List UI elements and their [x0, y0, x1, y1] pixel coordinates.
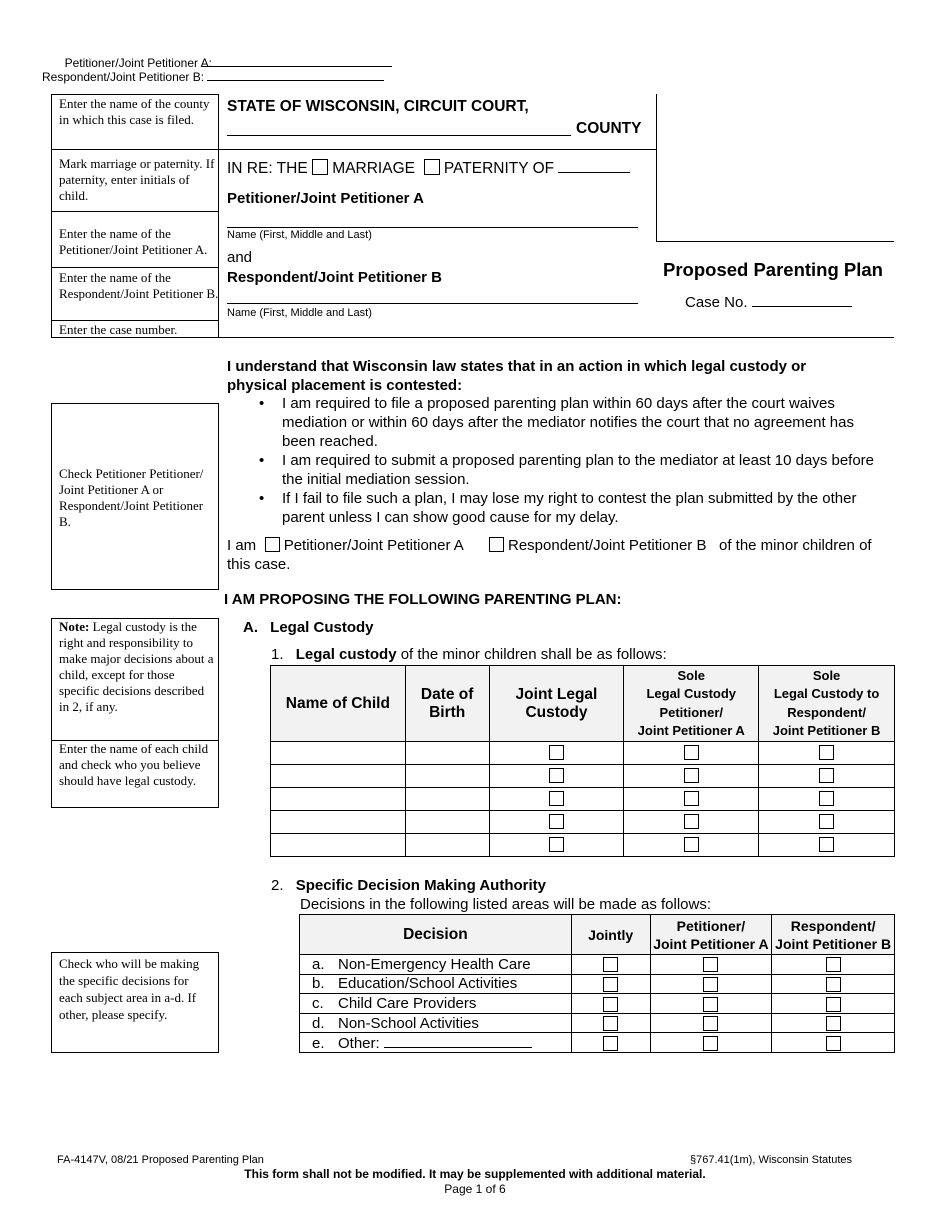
birth-date-cell[interactable]	[405, 834, 489, 857]
in-re-label: IN RE: THE	[227, 160, 308, 177]
jointly-checkbox[interactable]	[603, 997, 618, 1012]
birth-date-cell[interactable]	[405, 811, 489, 834]
legal-custody-note	[59, 619, 215, 715]
decision-label-cell	[300, 1013, 572, 1033]
header-sole-petitioner	[624, 666, 759, 742]
sole-respondent-checkbox[interactable]	[819, 814, 834, 829]
jointly-cell	[571, 974, 650, 994]
sole-a-line: Legal Custody	[646, 686, 737, 701]
note-case-number: Enter the case number.	[59, 322, 178, 337]
custody-header-row	[271, 666, 895, 742]
marriage-label: MARRIAGE	[332, 160, 415, 177]
petitioner-a-label: Petitioner/Joint Petitioner A	[283, 537, 464, 554]
note-respondent: Enter the name of the Respondent/Joint Petitioner B.	[59, 270, 219, 301]
joint-custody-cell	[489, 834, 624, 857]
footer-form-id: FA-4147V, 08/21 Proposed Parenting Plan	[57, 1154, 264, 1166]
respondent-name-line[interactable]	[207, 80, 384, 81]
sole-respondent-cell	[759, 811, 895, 834]
decision-row	[300, 974, 895, 994]
sole-petitioner-checkbox[interactable]	[684, 745, 699, 760]
item-1-number: 1.	[271, 646, 284, 663]
paternity-label: PATERNITY OF	[443, 160, 555, 177]
child-name-cell[interactable]	[271, 834, 406, 857]
jointly-checkbox[interactable]	[603, 957, 618, 972]
respondent-top-row	[42, 70, 384, 84]
petitioner-heading: Petitioner/Joint Petitioner A	[227, 190, 424, 207]
bullet-item: • I am required to file a proposed parenting plan within 60 days after the court waives mediation or within 60 days after the mediator notifies the court that no agreement has been reached.	[259, 395, 854, 450]
joint-custody-checkbox[interactable]	[549, 745, 564, 760]
child-name-cell[interactable]	[271, 765, 406, 788]
sole-respondent-cell	[759, 742, 895, 765]
header-sole-respondent	[759, 666, 895, 742]
note-label: Note:	[59, 619, 90, 634]
custody-row	[271, 834, 895, 857]
case-no-line[interactable]	[752, 306, 852, 307]
respondent-cell	[772, 994, 895, 1014]
respondent-checkbox[interactable]	[826, 1016, 841, 1031]
custody-row	[271, 765, 895, 788]
item-1-bold: Legal custody	[295, 646, 397, 663]
item-1-line	[271, 646, 667, 663]
header-date-of-birth: Date of Birth	[405, 666, 489, 742]
respondent-cell	[772, 1033, 895, 1053]
respondent-b-label: Respondent/Joint Petitioner B	[508, 537, 707, 554]
petitioner-checkbox[interactable]	[703, 1036, 718, 1051]
decision-label: Non-Emergency Health Care	[338, 955, 531, 973]
jointly-cell	[571, 994, 650, 1014]
decision-label-cell	[300, 974, 572, 994]
decision-label-cell	[300, 994, 572, 1014]
respondent-cell	[772, 974, 895, 994]
sole-b-line: Legal Custody to	[773, 686, 880, 701]
sole-respondent-checkbox[interactable]	[819, 791, 834, 806]
sole-a-line: Sole	[677, 667, 705, 683]
header-name-of-child: Name of Child	[271, 666, 406, 742]
header-petitioner	[650, 915, 772, 955]
sole-respondent-cell	[759, 788, 895, 811]
section-2-number: 2.	[271, 877, 284, 894]
joint-custody-cell	[489, 742, 624, 765]
pet-line-2: Joint Petitioner A	[653, 935, 769, 952]
decision-label: Other:	[338, 1034, 380, 1052]
understand-heading: I understand that Wisconsin law states that in an action in which legal custody or physical placement is contested:	[227, 358, 807, 394]
petitioner-checkbox[interactable]	[703, 997, 718, 1012]
name-hint-petitioner: Name (First, Middle and Last)	[227, 229, 372, 241]
form-title: Proposed Parenting Plan	[663, 259, 883, 280]
note-text: Legal custody is the right and responsibility to make major decisions about a child, except for those specific decisions described in 2, if any.	[59, 619, 214, 714]
sole-petitioner-cell	[624, 788, 759, 811]
decision-letter: a.	[312, 955, 325, 973]
petitioner-cell	[650, 974, 772, 994]
header-decision: Decision	[300, 915, 572, 955]
child-name-cell[interactable]	[271, 788, 406, 811]
other-specify-line[interactable]	[384, 1034, 532, 1048]
petitioner-cell	[650, 1033, 772, 1053]
header-respondent	[772, 915, 895, 955]
case-no-label: Case No.	[685, 294, 748, 311]
petitioner-checkbox[interactable]	[703, 957, 718, 972]
and-label: and	[227, 249, 253, 266]
county-name-line[interactable]	[227, 119, 571, 136]
custody-table	[270, 665, 895, 857]
pet-line-1: Petitioner/	[676, 917, 746, 934]
sole-respondent-cell	[759, 765, 895, 788]
respondent-label: Respondent/Joint Petitioner B:	[42, 70, 205, 84]
sole-petitioner-checkbox[interactable]	[684, 814, 699, 829]
birth-date-cell[interactable]	[405, 742, 489, 765]
decisions-note: Check who will be making the specific decisions for each subject area in a-d. If other, please specify.	[59, 956, 200, 1022]
section-2-heading	[271, 877, 546, 894]
respondent-full-name-line[interactable]	[227, 303, 638, 304]
top-parties	[42, 56, 392, 70]
footer-page: Page 1 of 6	[444, 1182, 506, 1196]
respondent-heading: Respondent/Joint Petitioner B	[227, 269, 443, 286]
marriage-checkbox[interactable]	[312, 159, 328, 175]
resp-line-2: Joint Petitioner B	[775, 935, 892, 952]
child-name-cell[interactable]	[271, 811, 406, 834]
party-selection	[227, 536, 892, 574]
sole-respondent-checkbox[interactable]	[819, 837, 834, 852]
jointly-cell	[571, 1033, 650, 1053]
sole-petitioner-checkbox[interactable]	[684, 791, 699, 806]
decision-letter: b.	[312, 975, 325, 993]
sole-petitioner-cell	[624, 765, 759, 788]
custody-row	[271, 811, 895, 834]
section-2-title: Specific Decision Making Authority	[295, 877, 547, 894]
sole-petitioner-cell	[624, 811, 759, 834]
respondent-checkbox[interactable]	[826, 957, 841, 972]
joint-custody-cell	[489, 811, 624, 834]
petitioner-label: Petitioner/Joint Petitioner A:	[64, 56, 212, 70]
respondent-checkbox[interactable]	[826, 997, 841, 1012]
decision-row	[300, 1033, 895, 1053]
petitioner-name-line[interactable]	[202, 66, 392, 67]
tail-1: of the minor children	[718, 537, 855, 554]
paternity-checkbox[interactable]	[424, 159, 440, 175]
petitioner-cell	[650, 955, 772, 975]
joint-custody-cell	[489, 765, 624, 788]
joint-custody-checkbox[interactable]	[549, 768, 564, 783]
bullet-item: • If I fail to file such a plan, I may lose my right to contest the plan submitted by the other parent unless I can show good cause for my delay.	[259, 490, 857, 526]
footer-notice: This form shall not be modified. It may be supplemented with additional material.	[244, 1167, 706, 1181]
note-marriage: Mark marriage or paternity. If paternity, enter initials of child.	[59, 156, 215, 203]
section-2-subtitle: Decisions in the following listed areas will be made as follows:	[300, 896, 712, 913]
respondent-b-checkbox[interactable]	[489, 537, 504, 552]
resp-line-1: Respondent/	[790, 917, 876, 934]
petitioner-checkbox[interactable]	[703, 1016, 718, 1031]
joint-custody-cell	[489, 788, 624, 811]
sole-petitioner-cell	[624, 742, 759, 765]
decision-letter: e.	[312, 1034, 325, 1052]
tail-2: of this case.	[227, 537, 872, 573]
sole-petitioner-cell	[624, 834, 759, 857]
proposing-heading: I AM PROPOSING THE FOLLOWING PARENTING PLAN:	[224, 591, 622, 608]
petitioner-cell	[650, 1013, 772, 1033]
enter-children-note: Enter the name of each child and check who you believe should have legal custody.	[59, 741, 209, 788]
footer-statute: §767.41(1m), Wisconsin Statutes	[689, 1154, 852, 1166]
sole-respondent-cell	[759, 834, 895, 857]
petitioner-a-checkbox[interactable]	[265, 537, 280, 552]
jointly-checkbox[interactable]	[603, 1016, 618, 1031]
respondent-cell	[772, 1013, 895, 1033]
decision-letter: c.	[312, 994, 324, 1012]
header-joint-legal-custody: Joint Legal Custody	[489, 666, 624, 742]
decision-header-row	[300, 915, 895, 955]
header-jointly: Jointly	[571, 915, 650, 955]
decision-label-cell	[300, 955, 572, 975]
petitioner-checkbox[interactable]	[703, 977, 718, 992]
decision-row	[300, 994, 895, 1014]
child-name-cell[interactable]	[271, 742, 406, 765]
decision-letter: d.	[312, 1014, 325, 1032]
note-check-party: Check Petitioner Petitioner/ Joint Petitioner A or Respondent/Joint Petitioner B.	[59, 466, 204, 529]
joint-custody-checkbox[interactable]	[549, 837, 564, 852]
jointly-cell	[571, 955, 650, 975]
sole-petitioner-checkbox[interactable]	[684, 768, 699, 783]
birth-date-cell[interactable]	[405, 765, 489, 788]
court-heading: STATE OF WISCONSIN, CIRCUIT COURT,	[227, 98, 529, 115]
decision-row	[300, 1013, 895, 1033]
decision-row	[300, 955, 895, 975]
jointly-checkbox[interactable]	[603, 977, 618, 992]
jointly-cell	[571, 1013, 650, 1033]
decision-label: Education/School Activities	[338, 975, 518, 993]
sole-a-line: Petitioner/	[659, 704, 724, 720]
respondent-checkbox[interactable]	[826, 1036, 841, 1051]
sole-b-line: Joint Petitioner B	[772, 723, 881, 738]
decision-label: Non-School Activities	[338, 1014, 479, 1032]
joint-custody-checkbox[interactable]	[549, 791, 564, 806]
sole-a-line: Joint Petitioner A	[637, 723, 745, 738]
section-a-title: Legal Custody	[270, 619, 374, 636]
section-a-letter: A.	[243, 619, 258, 636]
respondent-checkbox[interactable]	[826, 977, 841, 992]
joint-custody-checkbox[interactable]	[549, 814, 564, 829]
section-a-heading	[243, 619, 374, 636]
sole-petitioner-checkbox[interactable]	[684, 837, 699, 852]
sole-respondent-checkbox[interactable]	[819, 745, 834, 760]
i-am-label: I am	[227, 537, 257, 554]
sole-b-line: Sole	[812, 667, 841, 683]
case-no-row	[685, 294, 852, 311]
in-re-row	[227, 159, 630, 178]
paternity-initials-line[interactable]	[558, 172, 630, 173]
respondent-cell	[772, 955, 895, 975]
petitioner-full-name-line[interactable]	[227, 227, 638, 228]
note-petitioner: Enter the name of the Petitioner/Joint Petitioner A.	[59, 226, 208, 257]
note-county: Enter the name of the county in which this case is filed.	[59, 96, 210, 127]
sole-respondent-checkbox[interactable]	[819, 768, 834, 783]
county-label: COUNTY	[576, 120, 642, 137]
birth-date-cell[interactable]	[405, 788, 489, 811]
jointly-checkbox[interactable]	[603, 1036, 618, 1051]
petitioner-cell	[650, 994, 772, 1014]
item-1-rest: of the minor children shall be as follows:	[396, 646, 667, 663]
bullet-item: • I am required to submit a proposed parenting plan to the mediator at least 10 days before the initial mediation session.	[259, 452, 875, 488]
decision-label-cell	[300, 1033, 572, 1053]
understand-bullets	[227, 394, 891, 527]
decision-table	[299, 914, 895, 1053]
custody-row	[271, 742, 895, 765]
custody-row	[271, 788, 895, 811]
sole-b-line: Respondent/	[787, 704, 866, 720]
decision-label: Child Care Providers	[338, 994, 477, 1012]
name-hint-respondent: Name (First, Middle and Last)	[227, 307, 372, 319]
